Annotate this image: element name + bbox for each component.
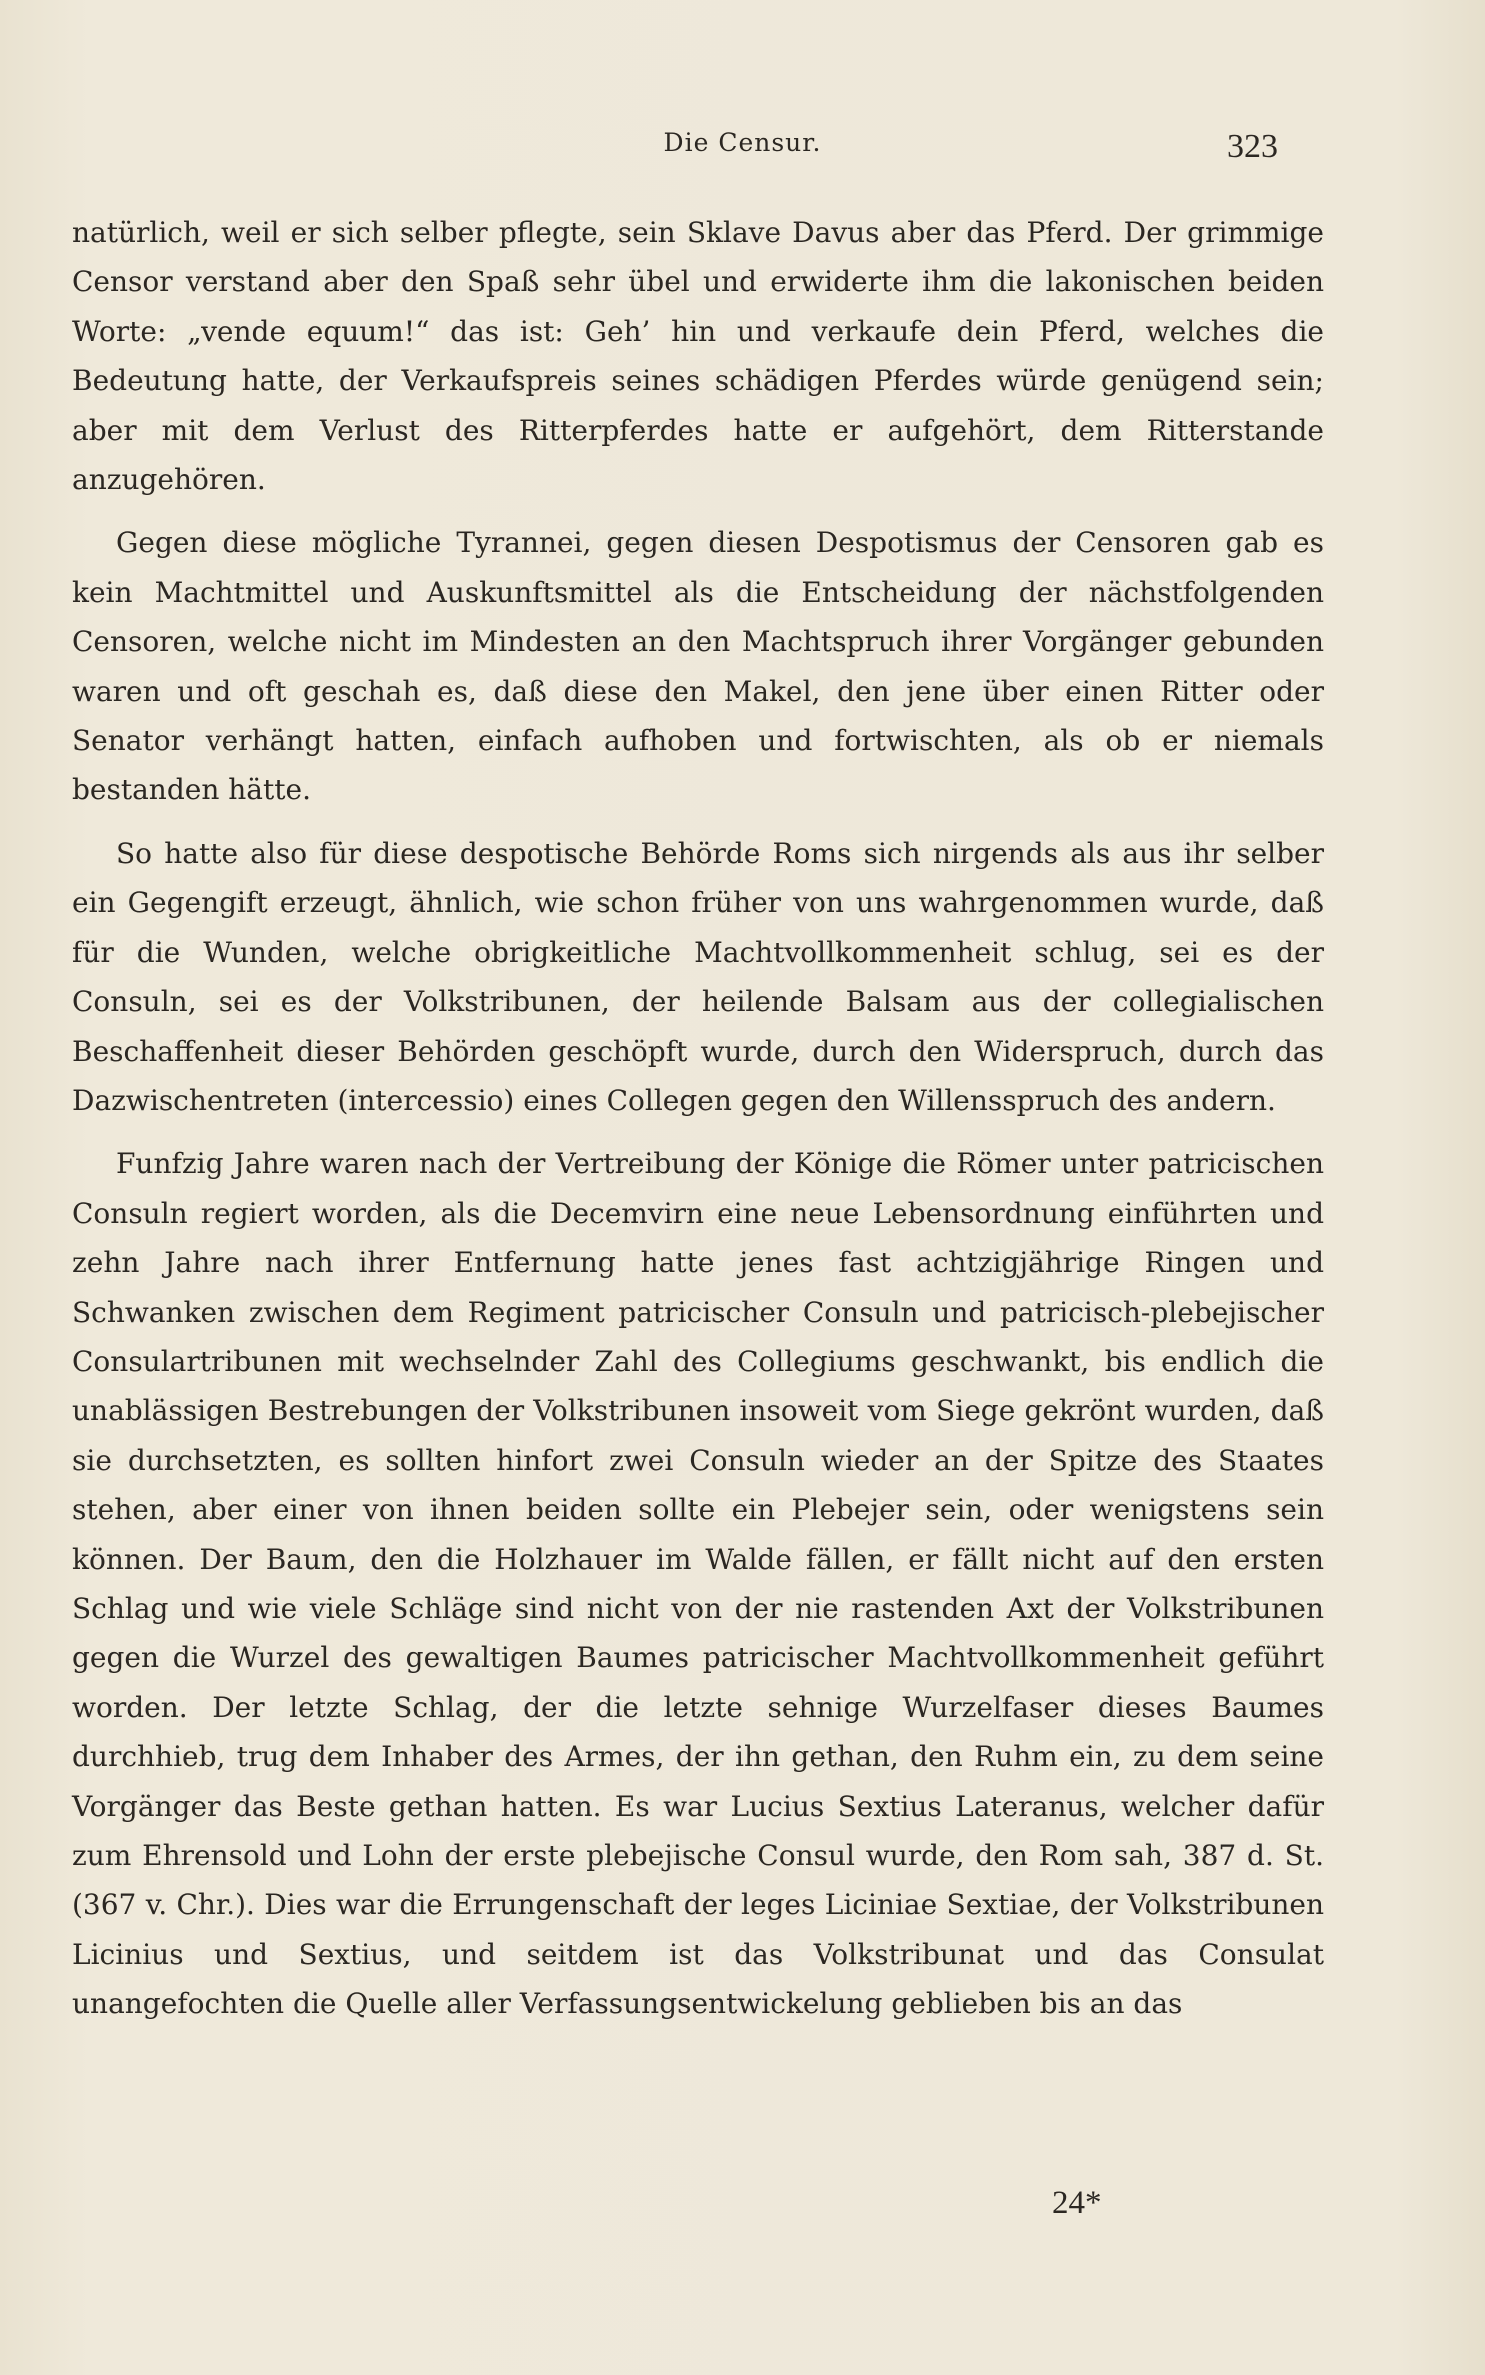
paragraph: Gegen diese mögliche Tyrannei, gegen diesen Despotismus der Censoren gab es kein Machtmittel und Auskunftsmittel als die Entscheidung der nächstfolgenden Censoren, welche nicht im Mindesten an den Machtspruch ihrer Vorgänger gebunden waren und oft geschah es, daß diese den Makel, den jene über einen Ritter oder Senator verhängt hatten, einfach aufhoben und fortwischten, als ob er niemals bestanden hätte. bbox=[72, 526, 1324, 807]
signature-mark: 24* bbox=[1052, 2185, 1102, 2221]
paragraph: Funfzig Jahre waren nach der Vertreibung der Könige die Römer unter patricischen Consuln regiert worden, als die Decemvirn eine neue Lebensordnung einführten und zehn Jahre nach ihrer Entfernung hatte jenes fast achtzigjährige Ringen und Schwanken zwischen dem Regiment patricischer Consuln und patricisch-plebejischer Consulartribunen mit wechselnder Zahl des Collegiums geschwankt, bis endlich die unablässigen Bestrebungen der Volkstribunen insoweit vom Siege gekrönt wurden, daß sie durchsetzten, es sollten hinfort zwei Consuln wieder an der Spitze des Staates stehen, aber einer von ihnen beiden sollte ein Plebejer sein, oder wenigstens sein können. Der Baum, den die Holzhauer im Walde fällen, er fällt nicht auf den ersten Schlag und wie viele Schläge sind nicht von der nie rastenden Axt der Volkstribunen gegen die Wurzel des gewaltigen Baumes patricischer Machtvollkommenheit geführt worden. Der letzte Schlag, der die letzte sehnige Wurzelfaser dieses Baumes durchhieb, trug dem Inhaber des Armes, der ihn gethan, den Ruhm ein, zu dem seine Vorgänger das Beste gethan hatten. Es war Lucius Sextius Lateranus, welcher dafür zum Ehrensold und Lohn der erste plebejische Consul wurde, den Rom sah, 387 d. St. (367 v. Chr.). Dies war die Errungenschaft der leges Liciniae Sextiae, der Volkstribunen Licinius und Sextius, und seitdem ist das Volkstribunat und das Consulat unangefochten die Quelle aller Verfassungsentwickelung geblieben bis an das bbox=[72, 1147, 1324, 2021]
body-text bbox=[72, 208, 1324, 2029]
paragraph: So hatte also für diese despotische Behörde Roms sich nirgends als aus ihr selber ein Gegengift erzeugt, ähnlich, wie schon früher von uns wahrgenommen wurde, daß für die Wunden, welche obrigkeitliche Machtvollkommenheit schlug, sei es der Consuln, sei es der Volkstribunen, der heilende Balsam aus der collegialischen Beschaffenheit dieser Behörden geschöpft wurde, durch den Widerspruch, durch das Dazwischentreten (intercessio) eines Collegen gegen den Willensspruch des andern. bbox=[72, 836, 1324, 1117]
page-number: 323 bbox=[1227, 128, 1278, 165]
running-title: Die Censur. bbox=[663, 128, 822, 157]
paragraph: natürlich, weil er sich selber pflegte, sein Sklave Davus aber das Pferd. Der grimmige Censor verstand aber den Spaß sehr übel und erwiderte ihm die lakonischen beiden Worte: „vende equum!“ das ist: Geh’ hin und verkaufe dein Pferd, welches die Bedeutung hatte, der Verkaufspreis seines schädigen Pferdes würde genügend sein; aber mit dem Verlust des Ritterpferdes hatte er aufgehört, dem Ritterstande anzugehören. bbox=[72, 216, 1324, 497]
